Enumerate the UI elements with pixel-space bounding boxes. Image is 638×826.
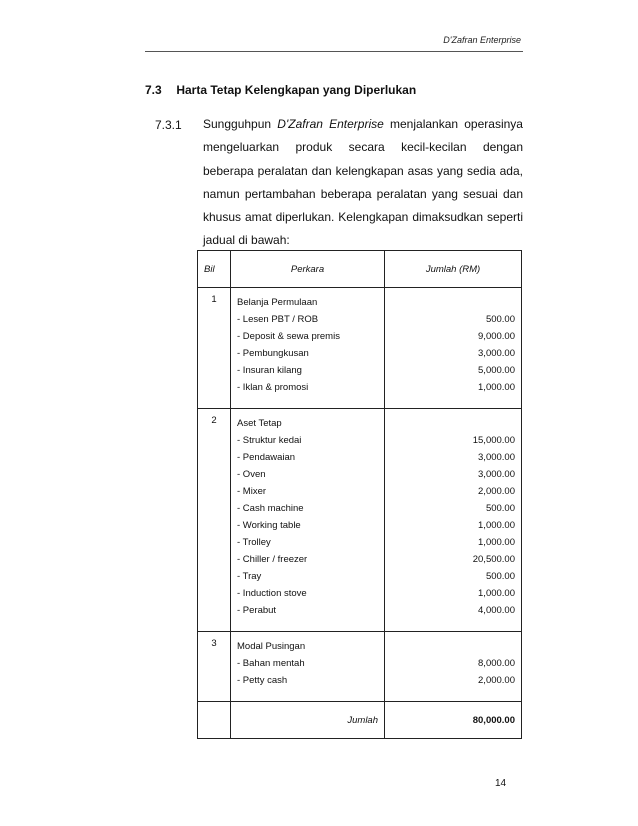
group-bil: 1 [198,288,231,409]
item-amount: 1,000.00 [478,520,515,531]
item-amount: 500.00 [485,314,515,325]
item-amount: 1,000.00 [478,588,515,599]
group-title: Aset Tetap [237,418,282,429]
paragraph-body [203,113,523,253]
item-name: - Deposit & sewa premis [237,331,340,342]
group-bil: 3 [198,632,231,702]
item-amount: 1,000.00 [478,382,515,393]
item-name: - Perabut [237,605,277,616]
budget-table [197,250,522,739]
group-items [231,632,385,702]
page-number: 14 [495,778,507,789]
header-jumlah: Jumlah (RM) [385,251,522,288]
paragraph-number: 7.3.1 [155,118,182,132]
item-name: - Petty cash [237,675,288,686]
item-amount: 5,000.00 [478,365,515,376]
item-name: - Pembungkusan [237,348,309,359]
section-title: Harta Tetap Kelengkapan yang Diperlukan [176,83,417,97]
item-name: - Induction stove [237,588,307,599]
group-items [231,288,385,409]
group-title: Modal Pusingan [237,641,306,652]
item-amount: 4,000.00 [478,605,515,616]
item-name: - Mixer [237,486,267,497]
item-name: - Chiller / freezer [237,554,308,565]
total-value: 80,000.00 [385,702,522,739]
item-name: - Iklan & promosi [237,382,309,393]
amount-spacer [391,415,515,432]
item-amount: 15,000.00 [472,435,515,446]
paragraph-text-before: Sungguhpun [203,117,272,131]
item-name: - Cash machine [237,503,304,514]
item-name: - Struktur kedai [237,435,302,446]
total-row [198,702,522,739]
group-bil: 2 [198,409,231,632]
item-name: - Working table [237,520,301,531]
item-amount: 3,000.00 [478,452,515,463]
item-name: - Tray [237,571,262,582]
header-bil: Bil [198,251,231,288]
amount-spacer [391,294,515,311]
item-amount: 1,000.00 [478,537,515,548]
item-amount: 3,000.00 [478,348,515,359]
item-name: - Insuran kilang [237,365,302,376]
item-amount: 8,000.00 [478,658,515,669]
group-items [231,409,385,632]
table-header-row [198,251,522,288]
item-amount: 9,000.00 [478,331,515,342]
item-amount: 500.00 [485,571,515,582]
group-title: Belanja Permulaan [237,297,318,308]
paragraph-company: D'Zafran Enterprise [277,117,384,131]
item-amount: 3,000.00 [478,469,515,480]
item-name: - Trolley [237,537,271,548]
paragraph-text-after: menjalankan operasinya mengeluarkan produk secara kecil-kecilan dengan beberapa peralatan dan kelengkapan asas yang sedia ada, namun pertambahan beberapa peralatan yang sesuai dan khusus amat diperlukan. Kelengkapan dimaksudkan seperti jadual di bawah: [203,117,523,248]
group-amounts [385,409,522,632]
item-amount: 2,000.00 [478,486,515,497]
group-amounts [385,288,522,409]
total-empty-cell [198,702,231,739]
item-amount: 20,500.00 [472,554,515,565]
item-amount: 500.00 [485,503,515,514]
item-name: - Pendawaian [237,452,296,463]
group-row-3 [198,632,522,702]
header-company: D'Zafran Enterprise [443,35,521,45]
item-name: - Lesen PBT / ROB [237,314,319,325]
item-name: - Bahan mentah [237,658,305,669]
header-rule [145,51,523,52]
item-name: - Oven [237,469,266,480]
group-row-1 [198,288,522,409]
section-heading [145,83,416,97]
header-perkara: Perkara [231,251,385,288]
group-amounts [385,632,522,702]
item-amount: 2,000.00 [478,675,515,686]
amount-spacer [391,638,515,655]
group-row-2 [198,409,522,632]
section-number: 7.3 [145,83,162,97]
total-label: Jumlah [231,702,385,739]
